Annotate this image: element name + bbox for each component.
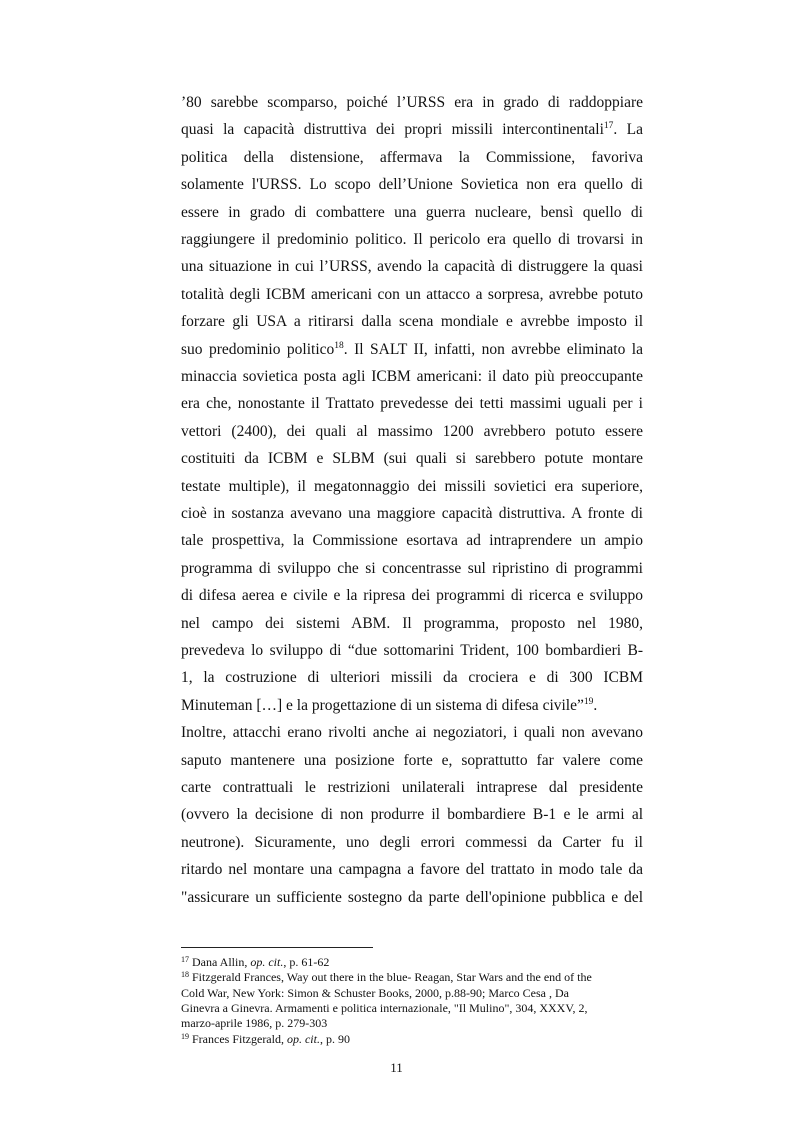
body-line	[181, 774, 643, 801]
footnote-text-after: , p. 61-62	[283, 955, 330, 969]
body-line	[181, 500, 643, 527]
body-line	[181, 582, 643, 609]
line-text: (ovvero la decisione di non produrre il bombardiere B-1 e le armi al	[181, 806, 643, 824]
body-line	[181, 253, 643, 280]
line-text: carte contrattuali le restrizioni unilaterali intraprese dal presidente	[181, 779, 643, 796]
footnote-text: Cold War, New York: Simon & Schuster Books, 2000, p.88-90; Marco Cesa , Da	[181, 985, 569, 1000]
line-text: Inoltre, attacchi erano rivolti anche ai negoziatori, i quali non avevano	[181, 724, 643, 742]
body-line	[181, 856, 643, 883]
footnote-ref[interactable]: 19	[583, 696, 594, 707]
line-text: raggiungere il predominio politico. Il pericolo era quello di trovarsi in	[181, 231, 643, 248]
body-line	[181, 829, 643, 856]
line-text: ritardo nel montare una campagna a favore del trattato in modo tale da	[181, 861, 643, 879]
body-line	[181, 664, 643, 691]
footnote-text: Dana Allin,	[189, 955, 251, 969]
footnote-ref[interactable]: 18	[334, 340, 344, 351]
line-text: neutrone). Sicuramente, uno degli errori commessi da Carter fu il	[181, 833, 643, 851]
line-text: 1, la costruzione di ulteriori missili da crociera e di 300 ICBM	[181, 669, 643, 687]
line-text: di difesa aerea e civile e la ripresa dei programmi di ricerca e sviluppo	[181, 587, 643, 605]
line-text: politica della distensione, affermava la Commissione, favoriva	[181, 148, 643, 166]
footnote-line	[181, 1001, 651, 1016]
line-text: Minuteman […] e la progettazione di un sistema di difesa civile”	[181, 696, 584, 714]
line-text: saputo mantenere una posizione forte e, soprattutto far valere come	[181, 751, 643, 769]
footnote-ref[interactable]: 17	[603, 121, 614, 132]
line-text: testate multiple), il megatonnaggio dei missili sovietici era superiore,	[181, 477, 643, 495]
line-text: essere in grado di combattere una guerra nucleare, bensì quello di	[181, 203, 643, 221]
line-text: cioè in sostanza avevano una maggiore capacità distruttiva. A fronte di	[181, 505, 643, 522]
line-text: costituiti da ICBM e SLBM (sui quali si sarebbero potute montare	[181, 450, 643, 468]
line-text: solamente l'URSS. Lo scopo dell’Unione Sovietica non era quello di	[181, 176, 643, 194]
line-text: vettori (2400), dei quali al massimo 1200 avrebbero potuto essere	[181, 422, 643, 440]
body-line	[181, 199, 643, 226]
footnote-separator	[181, 947, 373, 948]
footnote-text: Fitzgerald Frances, Way out there in the blue- Reagan, Star Wars and the end of the	[189, 970, 592, 985]
body-line	[181, 308, 643, 335]
body-line	[181, 610, 643, 637]
line-text: nel campo dei sistemi ABM. Il programma, proposto nel 1980,	[181, 614, 643, 632]
body-line	[181, 719, 643, 746]
body-line	[181, 116, 643, 143]
body-line	[181, 336, 643, 363]
footnote-line	[181, 955, 651, 970]
body-line	[181, 418, 643, 445]
footnote-line	[181, 986, 651, 1001]
line-text-after: . Il SALT II, infatti, non avrebbe eliminato la	[343, 340, 643, 358]
body-line	[181, 171, 643, 198]
footnote-italic: op. cit.	[250, 955, 284, 969]
line-text: prevedeva lo sviluppo di “due sottomarini Trident, 100 bombardieri B-	[181, 642, 643, 659]
footnote-number: 17	[181, 955, 189, 964]
line-text: tale prospettiva, la Commissione esortava ad intraprendere un ampio	[181, 532, 643, 550]
line-text-after: .	[593, 696, 598, 714]
footnote-number: 19	[181, 1031, 189, 1041]
line-text: minaccia sovietica posta agli ICBM americani: il dato più preoccupante	[181, 368, 643, 385]
body-line	[181, 226, 643, 253]
footnote-line	[181, 1016, 651, 1031]
body-line	[181, 692, 643, 719]
line-text: suo predominio politico	[181, 340, 335, 358]
body-line	[181, 89, 643, 116]
body-line	[181, 473, 643, 500]
body-line	[181, 747, 643, 774]
footnote-text-after: , p. 90	[319, 1031, 350, 1046]
footnote-number: 18	[181, 970, 189, 980]
line-text: programma di sviluppo che si concentrasse sul ripristino di programmi	[181, 559, 643, 577]
footnote-text: Ginevra a Ginevra. Armamenti e politica internazionale, "Il Mulino", 304, XXXV, 2,	[181, 1000, 588, 1015]
line-text: una situazione in cui l’URSS, avendo la capacità di distruggere la quasi	[181, 258, 643, 276]
body-line	[181, 144, 643, 171]
line-text: forzare gli USA a ritirarsi dalla scena mondiale e avrebbe imposto il	[181, 313, 643, 331]
line-text: era che, nonostante il Trattato prevedesse dei tetti massimi uguali per i	[181, 395, 643, 413]
body-line	[181, 363, 643, 390]
body-line	[181, 390, 643, 417]
body-line	[181, 445, 643, 472]
body-line	[181, 555, 643, 582]
line-text: totalità degli ICBM americani con un attacco a sorpresa, avrebbe potuto	[181, 285, 643, 303]
footnote-line	[181, 1032, 651, 1047]
line-text-after: . La	[613, 121, 643, 139]
page-number: 11	[390, 1060, 403, 1075]
line-text: "assicurare un sufficiente sostegno da parte dell'opinione pubblica e del	[181, 888, 643, 906]
footnote-line	[181, 970, 651, 985]
body-line	[181, 527, 643, 554]
footnote-text: Frances Fitzgerald,	[189, 1031, 287, 1046]
line-text: quasi la capacità distruttiva dei propri missili intercontinentali	[181, 121, 604, 139]
body-line	[181, 281, 643, 308]
footnote-text: marzo-aprile 1986, p. 279-303	[181, 1016, 328, 1031]
footnote-italic: op. cit.	[286, 1031, 320, 1046]
body-line	[181, 884, 643, 911]
line-text: ’80 sarebbe scomparso, poiché l’URSS era in grado di raddoppiare	[181, 94, 643, 111]
body-line	[181, 801, 643, 828]
body-line	[181, 637, 643, 664]
